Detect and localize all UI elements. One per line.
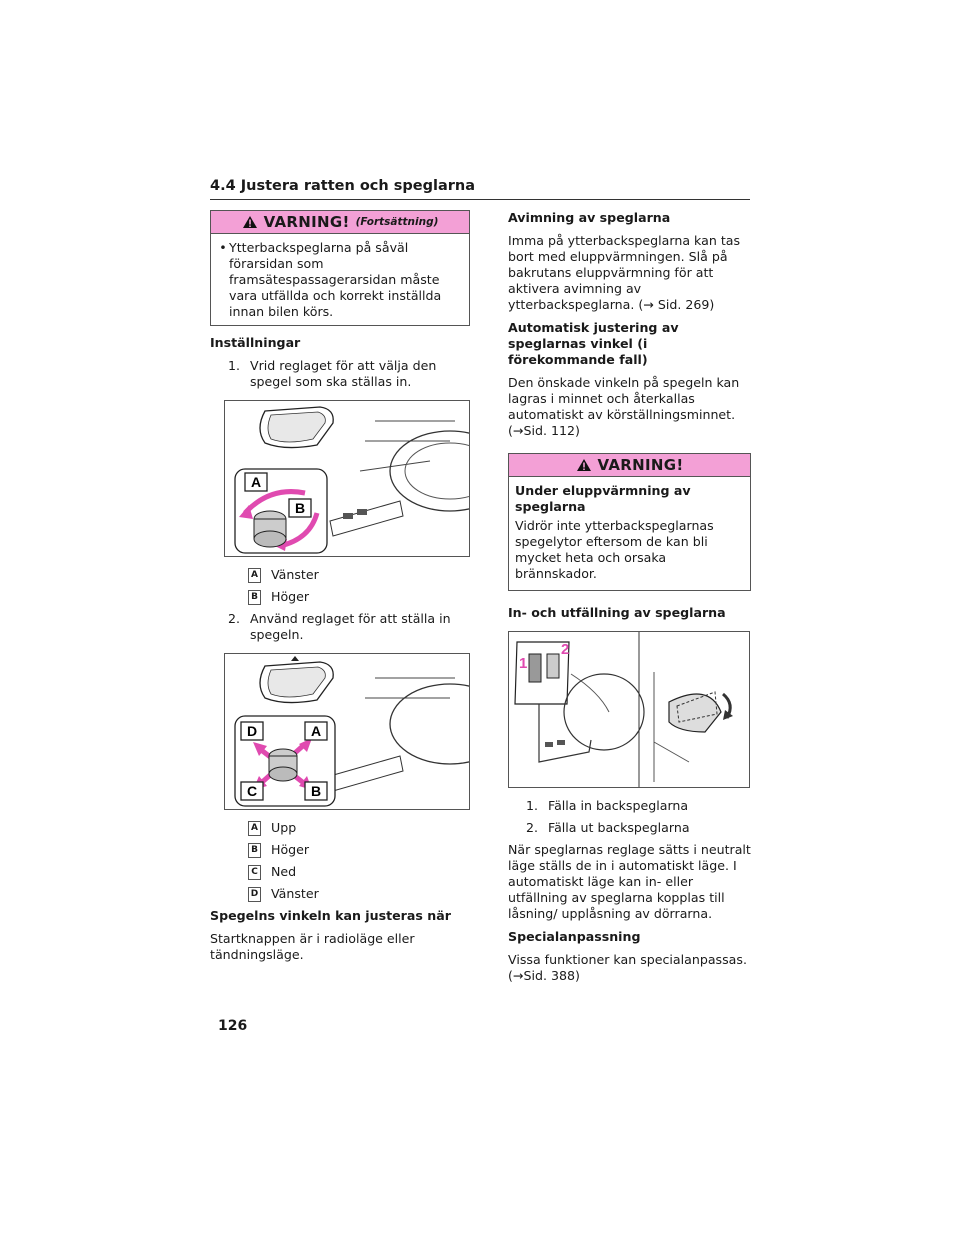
- legend-key: A: [248, 821, 261, 836]
- step-number: 2.: [228, 611, 241, 626]
- legend-key: A: [248, 568, 261, 583]
- step-text: Vrid reglaget för att välja den spegel som ska ställas in.: [250, 358, 437, 389]
- warning-title: VARNING!: [597, 456, 684, 474]
- step-number: 2.: [526, 820, 539, 835]
- warning-bullet-text: Ytterbackspeglarna på såväl förarsidan som framsätespassagerarsidan måste vara utfällda och korrekt inställda innan bilen körs.: [229, 240, 442, 319]
- legend-text: Vänster: [271, 886, 319, 901]
- legend-key: B: [248, 843, 261, 858]
- legend-key: C: [248, 865, 261, 880]
- left-column: [210, 210, 470, 970]
- warning-title: VARNING!: [263, 213, 350, 231]
- warning-subtitle: (Fortsättning): [355, 216, 439, 228]
- warning-header: [509, 454, 750, 477]
- legend-item: [248, 567, 470, 583]
- legend-text: Vänster: [271, 567, 319, 582]
- legend-item: [248, 820, 470, 836]
- figure-mirror-select: [224, 400, 470, 557]
- legend-text: Höger: [271, 589, 310, 604]
- figure-label-a: A: [310, 723, 322, 739]
- custom-heading: Specialanpassning: [508, 929, 641, 944]
- step-2: [228, 611, 470, 643]
- section-header: 4.4 Justera ratten och speglarna: [210, 178, 750, 200]
- warning-box-continued: [210, 210, 470, 326]
- fold-step-2: [526, 820, 751, 836]
- legend-item: [248, 864, 470, 880]
- step-1: [228, 358, 470, 390]
- auto-heading: Automatisk justering av speglarnas vinkel (i förekommande fall): [508, 320, 679, 367]
- figure-label-c: C: [246, 783, 258, 799]
- step-text: Använd reglaget för att ställa in spegeln.: [250, 611, 451, 642]
- step-text: Fälla in backspeglarna: [548, 798, 689, 813]
- figure-label-b: B: [294, 500, 306, 516]
- fold-step-1: [526, 798, 751, 814]
- legend-item: [248, 886, 470, 902]
- custom-text: Vissa funktioner kan specialanpassas. (→Sid. 388): [508, 952, 747, 983]
- warning-triangle-icon: [576, 458, 592, 472]
- legend-key: B: [248, 590, 261, 605]
- fold-text: När speglarnas reglage sätts i neutralt läge ställs de in i automatiskt läge. I automatiskt läge kan in- eller utfällning av speglarna kopplas till låsning/ upplåsning av dörrarna.: [508, 842, 751, 921]
- warning-box-heating: [508, 453, 751, 591]
- auto-text: Den önskade vinkeln på spegeln kan lagras i minnet och återkallas automatiskt av körställningsminnet. (→Sid. 112): [508, 375, 740, 438]
- angle-text: Startknappen är i radioläge eller tändningsläge.: [210, 931, 415, 962]
- figure-label-d: D: [246, 723, 258, 739]
- step-text: Fälla ut backspeglarna: [548, 820, 690, 835]
- page-number: 126: [218, 1018, 248, 1034]
- legend-text: Upp: [271, 820, 297, 835]
- step-number: 1.: [526, 798, 539, 813]
- fold-label-1: 1: [519, 655, 528, 672]
- step-number: 1.: [228, 358, 241, 373]
- warning-text: Vidrör inte ytterbackspeglarnas spegelytor eftersom de kan bli mycket heta och orsaka brännskador.: [515, 518, 714, 581]
- warning-bullet: [217, 240, 463, 320]
- settings-heading: Inställningar: [210, 335, 301, 350]
- figure-label-b: B: [310, 783, 322, 799]
- warning-triangle-icon: [242, 215, 258, 229]
- warning-heading: Under eluppvärmning av speglarna: [515, 483, 691, 514]
- legend-item: [248, 589, 470, 605]
- right-column: [508, 210, 751, 991]
- fold-label-2: 2: [561, 641, 570, 658]
- warning-header: [211, 211, 469, 234]
- legend-key: D: [248, 887, 261, 902]
- fold-heading: In- och utfällning av speglarna: [508, 605, 726, 620]
- defog-text: Imma på ytterbackspeglarna kan tas bort med eluppvärmningen. Slå på bakrutans eluppvärmning för att aktivera avimning av ytterbackspeglarna. (→ Sid. 269): [508, 233, 741, 312]
- angle-heading: Spegelns vinkeln kan justeras när: [210, 908, 451, 923]
- defog-heading: Avimning av speglarna: [508, 210, 671, 225]
- legend-text: Ned: [271, 864, 297, 879]
- figure-mirror-fold: [508, 631, 750, 788]
- bullet-icon: •: [219, 240, 227, 255]
- legend-item: [248, 842, 470, 858]
- figure-label-a: A: [250, 474, 262, 490]
- figure-mirror-adjust: [224, 653, 470, 810]
- legend-text: Höger: [271, 842, 310, 857]
